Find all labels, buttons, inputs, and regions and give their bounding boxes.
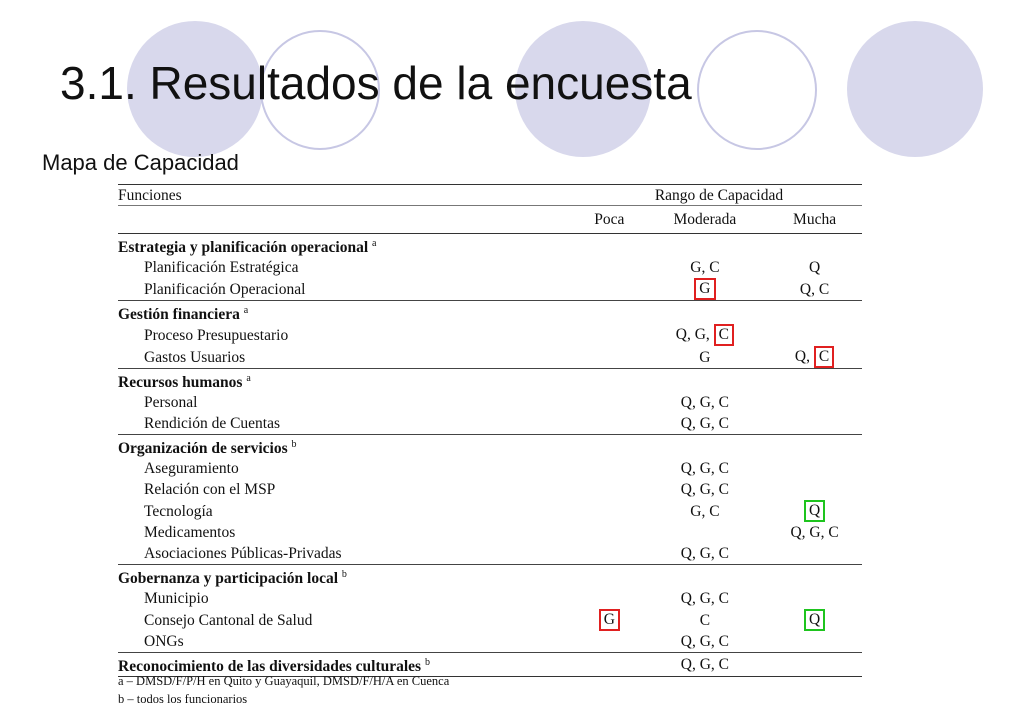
row-label: Personal (144, 394, 198, 411)
table-subheader-row (118, 206, 862, 234)
header-poca: Poca (576, 206, 643, 234)
table-row (118, 588, 862, 609)
section-note: b (341, 569, 347, 580)
footnote-b: b – todos los funcionarios (118, 692, 248, 706)
cell-moderada: Q, G, C (643, 653, 767, 677)
section-note: a (243, 305, 249, 316)
table-row (118, 543, 862, 565)
cell-moderada: Q, G, C (680, 481, 730, 498)
table-row (118, 324, 862, 346)
slide-title: 3.1. Resultados de la encuesta (60, 57, 692, 109)
cell-moderada: G, C (690, 259, 720, 276)
table-row (118, 631, 862, 653)
header-rango: Rango de Capacidad (576, 185, 862, 206)
section-note: a (372, 238, 377, 249)
cell-mucha: Q, G, C (790, 524, 839, 541)
highlight-box-red: G (599, 609, 620, 631)
cell-moderada: Q, G, C (680, 460, 730, 477)
decor-circle-outline-2 (697, 30, 817, 150)
row-label: Municipio (144, 590, 209, 607)
row-label: Gastos Usuarios (144, 348, 246, 366)
section-title: Reconocimiento de las diversidades culturales (118, 658, 422, 675)
cell-moderada: Q, G, (675, 326, 710, 343)
capacity-table (118, 184, 862, 677)
section-row (118, 565, 862, 589)
section-title: Gestión financiera (118, 306, 240, 323)
row-label: Rendición de Cuentas (144, 415, 281, 432)
cell-moderada: Q, G, C (680, 394, 730, 411)
table-row (118, 392, 862, 413)
section-note: a (246, 373, 251, 384)
row-label: Relación con el MSP (144, 481, 276, 498)
cell-moderada: Q, G, C (680, 545, 730, 562)
row-label: Planificación Operacional (144, 280, 306, 298)
decor-circle-filled-3 (847, 21, 983, 157)
section-title: Gobernanza y participación local (118, 570, 339, 587)
section-title: Recursos humanos (118, 374, 243, 391)
table-row (118, 257, 862, 278)
table-header-row (118, 185, 862, 206)
highlight-box-red: C (714, 324, 734, 346)
cell-moderada: Q, G, C (680, 415, 730, 432)
table-row (118, 458, 862, 479)
cell-mucha: Q, (794, 348, 810, 365)
row-label: ONGs (144, 633, 184, 650)
row-label: Proceso Presupuestario (144, 326, 289, 344)
section-note: b (424, 657, 430, 668)
row-label: Tecnología (144, 502, 213, 520)
table-row (118, 609, 862, 631)
cell-moderada: Q, G, C (680, 590, 730, 607)
highlight-box-red: C (814, 346, 834, 368)
row-label: Medicamentos (144, 524, 236, 541)
section-row (118, 301, 862, 325)
cell-mucha: Q, C (799, 280, 830, 298)
section-row (118, 369, 862, 393)
row-label: Aseguramiento (144, 460, 239, 477)
table-row (118, 500, 862, 522)
header-funciones: Funciones (118, 185, 576, 206)
cell-moderada: G, C (690, 502, 720, 520)
highlight-box-green: Q (804, 609, 825, 631)
table-row (118, 479, 862, 500)
header-mucha: Mucha (767, 206, 862, 234)
section-row (118, 435, 862, 459)
section-title: Estrategia y planificación operacional (118, 239, 369, 256)
cell-moderada: G (699, 348, 711, 366)
footnote-a: a – DMSD/F/P/H en Quito y Guayaquil, DMSD/F/H/A en Cuenca (118, 674, 450, 688)
table-row (118, 413, 862, 435)
highlight-box-red: G (694, 278, 715, 300)
section-note: b (291, 439, 297, 450)
cell-moderada: Q, G, C (680, 633, 730, 650)
highlight-box-green: Q (804, 500, 825, 522)
section-title: Organización de servicios (118, 440, 288, 457)
header-moderada: Moderada (643, 206, 767, 234)
row-label: Asociaciones Públicas-Privadas (144, 545, 342, 562)
row-label: Planificación Estratégica (144, 259, 299, 276)
row-label: Consejo Cantonal de Salud (144, 611, 313, 629)
table-row (118, 522, 862, 543)
table-row (118, 346, 862, 369)
section-row (118, 234, 862, 258)
table-row (118, 278, 862, 301)
footnotes (118, 672, 449, 708)
cell-mucha: Q (808, 259, 821, 276)
slide-subtitle: Mapa de Capacidad (42, 150, 239, 175)
cell-moderada: C (699, 611, 711, 629)
